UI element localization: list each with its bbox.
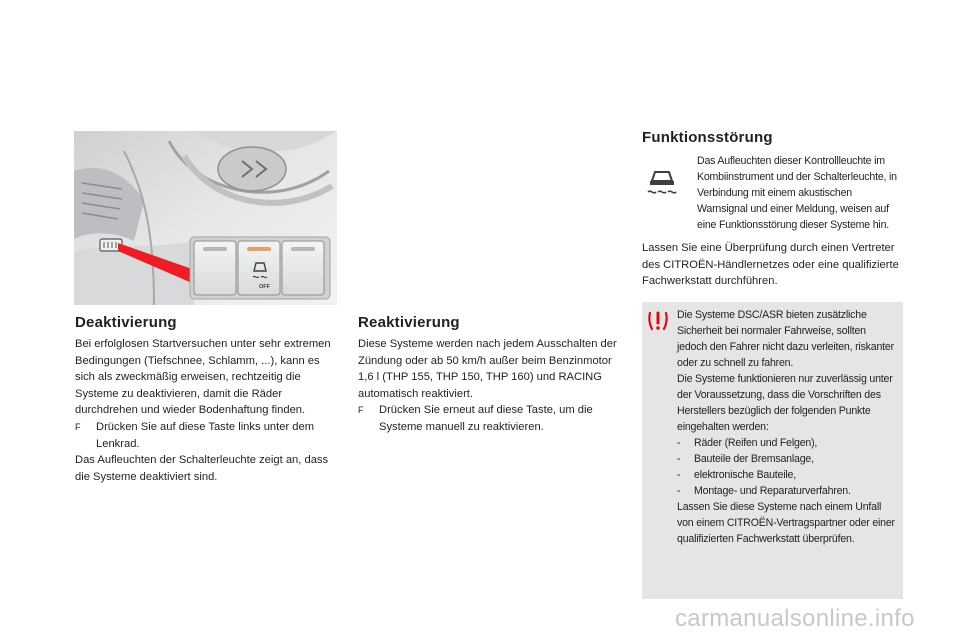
- reactivation-title: Reaktivierung: [358, 314, 460, 331]
- safety-warning-box: [642, 302, 903, 599]
- deactivation-section: [75, 336, 338, 485]
- deactivation-paragraph: Bei erfolglosen Startversuchen unter sehr extremen Bedingungen (Tiefschnee, Schlamm, ...), kann es sich als zweckmäßig erweisen, rechtzeitig die Systeme zu deaktivieren, damit die Räder durchdrehen und wieder Bodenhaftung finden.: [75, 338, 331, 417]
- bullet-arrow-icon: F: [75, 421, 81, 432]
- warning-exclamation-icon: [648, 310, 668, 337]
- warning-paragraph-2: Die Systeme funktionieren nur zuverlässig unter der Voraussetzung, dass die Vorschriften des Herstellers bezüglich der folgenden Punkte eingehalten werden:: [677, 373, 893, 433]
- warning-paragraph-1: Die Systeme DSC/ASR bieten zusätzliche Sicherheit bei normaler Fahrweise, sollten jedoch den Fahrer nicht dazu verleiten, riskanter oder zu schnell zu fahren.: [677, 309, 894, 369]
- warning-content: [677, 307, 898, 547]
- reactivation-bullet: [358, 402, 622, 435]
- warning-paragraph-3: Lassen Sie diese Systeme nach einem Unfall von einem CITROËN-Vertragspartner oder einer qualifizierten Fachwerkstatt überprüfen.: [677, 501, 895, 545]
- dashboard-illustration: [74, 131, 337, 305]
- malfunction-indicator-text: Das Aufleuchten dieser Kontrollleuchte im Kombiinstrument und der Schalterleuchte, in Verbindung mit einem akustischen Warnsignal und einer Meldung, weisen auf eine Funktionsstörung dieser Systeme hin.: [697, 155, 897, 231]
- reactivation-paragraph: Diese Systeme werden nach jedem Ausschalten der Zündung oder ab 50 km/h außer beim Benzinmotor 1,6 l (THP 155, THP 150, THP 160) und RACING automatisch reaktiviert.: [358, 338, 617, 400]
- traction-warning-icon: [645, 167, 679, 195]
- deactivation-title: Deaktivierung: [75, 314, 177, 331]
- reactivation-bullet-text: Drücken Sie erneut auf diese Taste, um die Systeme manuell zu reaktivieren.: [379, 404, 593, 433]
- deactivation-indicator-text: Das Aufleuchten der Schalterleuchte zeigt an, dass die Systeme deaktiviert sind.: [75, 454, 329, 483]
- list-item: - Montage- und Reparaturverfahren.: [677, 485, 851, 497]
- watermark-text[interactable]: carmanualsonline.info: [675, 605, 915, 632]
- list-item: - Räder (Reifen und Felgen),: [677, 437, 818, 449]
- list-item: - Bauteile der Bremsanlage,: [677, 453, 814, 465]
- dashboard-drawing: [74, 131, 337, 305]
- malfunction-title: Funktionsstörung: [642, 129, 773, 146]
- deactivation-bullet: [75, 419, 338, 452]
- deactivation-bullet-text: Drücken Sie auf diese Taste links unter dem Lenkrad.: [96, 420, 315, 450]
- malfunction-paragraph: Lassen Sie eine Überprüfung durch einen Vertreter des CITROËN-Händlernetzes oder eine qualifizierte Fachwerkstatt durchführen.: [642, 242, 899, 288]
- reactivation-section: [358, 336, 622, 436]
- list-item: - elektronische Bauteile,: [677, 469, 796, 481]
- off-label: OFF: [259, 284, 270, 290]
- bullet-arrow-icon: F: [358, 405, 364, 416]
